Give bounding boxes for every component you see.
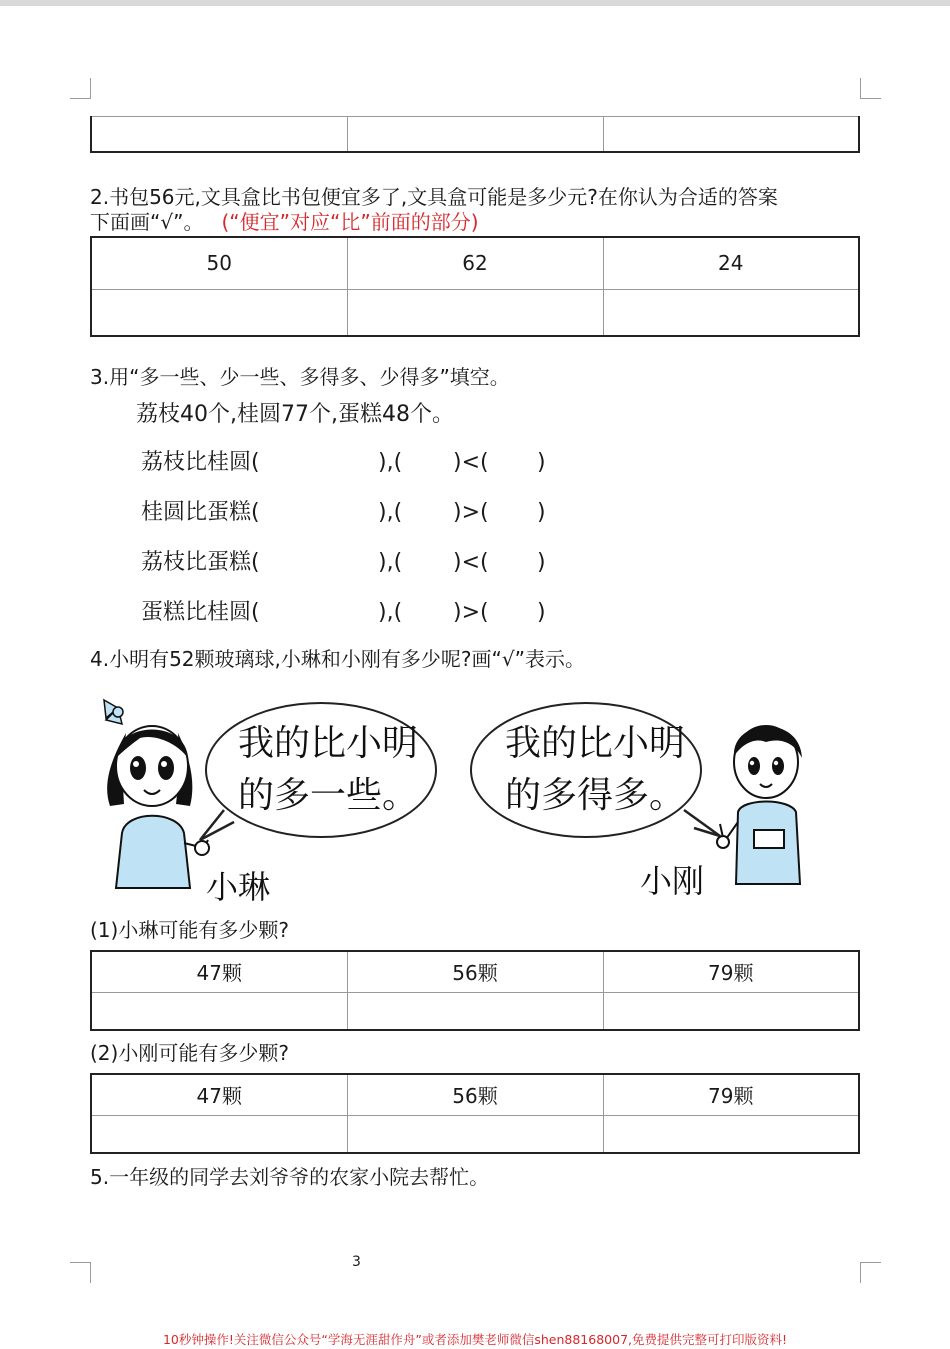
q4-sub2-check-cell[interactable] [91,1115,347,1153]
girl-bubble-tail [196,808,236,844]
viewer-top-bar [0,0,950,6]
q4-sub1-answer-table [90,950,860,1031]
q3-row-blank-sep[interactable]: ),( [378,550,403,575]
q3-given: 荔枝40个,桂圆77个,蛋糕48个。 [136,402,454,427]
q5-title: 5.一年级的同学去刘爷爷的农家小院去帮忙。 [90,1165,490,1189]
q4-sub2-option: 56颗 [347,1074,603,1115]
q3-row-blank-sep[interactable]: ),( [378,450,403,475]
q3-row-subject: 蛋糕比桂圆( [141,600,260,625]
q4-sub2-answer-table [90,1073,860,1154]
q4-sub1-option: 56颗 [347,951,603,992]
q2-question-text: 下面画“√”。 [90,210,204,234]
q2-check-cell[interactable] [603,289,859,336]
girl-illustration [92,698,217,898]
q1-cell[interactable] [91,117,347,153]
crop-mark-bottom-right [860,1262,881,1283]
girl-name-label: 小琳 [206,868,271,906]
q4-sub1-check-cell[interactable] [603,992,859,1030]
q3-row-blank-sep[interactable]: ),( [378,500,403,525]
boy-speech-line2: 的多得多。 [505,775,686,816]
q4-sub1-check-cell[interactable] [91,992,347,1030]
q3-row-compare[interactable]: )>( [453,600,489,625]
q2-question-line2 [90,209,479,235]
girl-speech-line2: 的多一些。 [238,775,419,816]
page-number: 3 [352,1254,361,1270]
girl-speech-line1: 我的比小明 [238,723,419,764]
q2-option: 24 [603,237,859,289]
q3-row-end: ) [537,500,546,525]
q4-sub1-question: (1)小琳可能有多少颗? [90,918,289,942]
q3-row-compare[interactable]: )<( [453,550,489,575]
q2-answer-table [90,236,860,337]
q2-hint: (“便宜”对应“比”前面的部分) [221,210,479,234]
q4-sub2-question: (2)小刚可能有多少颗? [90,1041,289,1065]
q2-check-cell[interactable] [347,289,603,336]
q4-sub1-option: 79颗 [603,951,859,992]
q3-row-subject: 荔枝比蛋糕( [141,550,260,575]
q4-sub1-check-cell[interactable] [347,992,603,1030]
q3-row-subject: 桂圆比蛋糕( [141,500,260,525]
q2-check-cell[interactable] [91,289,347,336]
q4-sub2-option: 47颗 [91,1074,347,1115]
crop-mark-top-right [860,78,881,99]
q3-row-end: ) [537,600,546,625]
boy-name-label: 小刚 [640,862,705,900]
q1-cell[interactable] [347,117,603,153]
q3-title: 3.用“多一些、少一些、多得多、少得多”填空。 [90,365,510,389]
q3-row-end: ) [537,450,546,475]
q2-question-line1: 2.书包56元,文具盒比书包便宜多了,文具盒可能是多少元?在你认为合适的答案 [90,185,778,209]
footer-notice: 10秒钟操作!关注微信公众号“学海无涯甜作舟”或者添加樊老师微信shen88168007,免费提供完整可打印版资料! [162,1332,788,1347]
q4-title: 4.小明有52颗玻璃球,小琳和小刚有多少呢?画“√”表示。 [90,647,585,671]
q4-sub2-option: 79颗 [603,1074,859,1115]
q3-row-blank-sep[interactable]: ),( [378,600,403,625]
q1-answer-table [90,116,860,153]
q4-sub2-check-cell[interactable] [347,1115,603,1153]
q4-sub1-option: 47颗 [91,951,347,992]
q2-option: 50 [91,237,347,289]
q3-row-compare[interactable]: )>( [453,500,489,525]
q3-row-end: ) [537,550,546,575]
q3-row-compare[interactable]: )<( [453,450,489,475]
boy-illustration [714,712,809,892]
q2-option: 62 [347,237,603,289]
boy-speech-line1: 我的比小明 [505,723,686,764]
q1-cell[interactable] [603,117,859,153]
crop-mark-bottom-left [70,1262,91,1283]
q3-row-subject: 荔枝比桂圆( [141,450,260,475]
q4-sub2-check-cell[interactable] [603,1115,859,1153]
crop-mark-top-left [70,78,91,99]
